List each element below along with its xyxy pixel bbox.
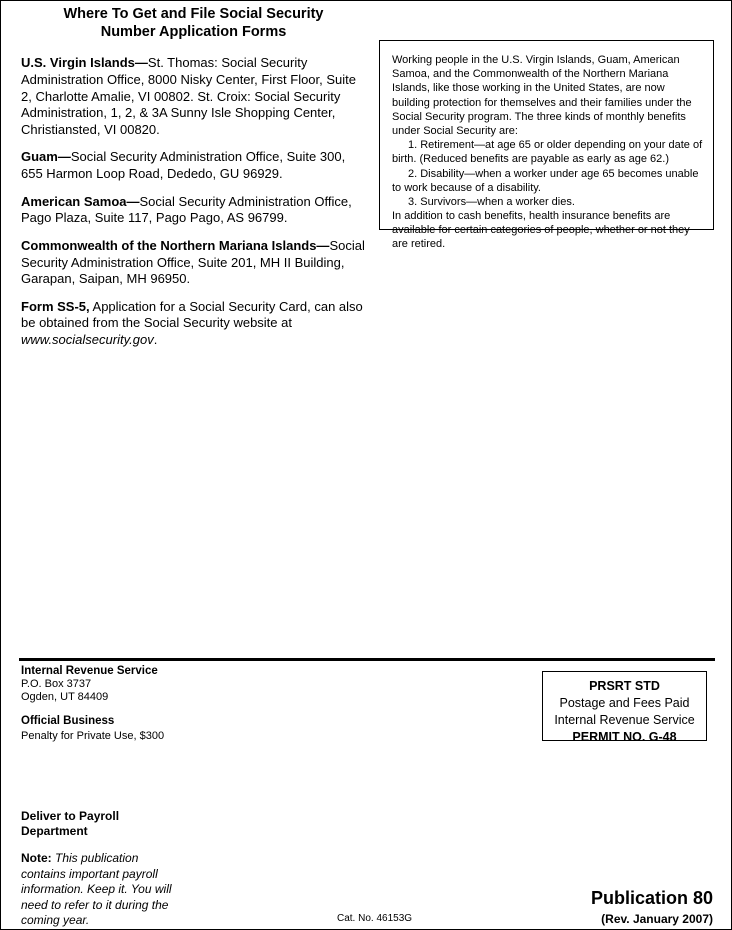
- deliver-line-1: Deliver to Payroll: [21, 809, 120, 823]
- return-address: [21, 664, 351, 705]
- info-box-item-retirement: 1. Retirement—at age 65 or older depending on your date of birth. (Reduced benefits are payable as early as age 62.): [392, 139, 703, 166]
- address-block-american-samoa: [21, 194, 366, 227]
- page-title-line-2: Number Application Forms: [100, 24, 287, 41]
- official-business-penalty: Penalty for Private Use, $300: [21, 729, 165, 742]
- official-business-heading: Official Business: [21, 715, 115, 727]
- form-ss5-text-end: .: [153, 332, 158, 347]
- address-block-virgin-islands: [21, 55, 366, 138]
- permit-line-prsrt-std: PRSRT STD: [589, 679, 660, 693]
- address-block-northern-mariana-islands: [21, 238, 366, 288]
- page-title-line-1: Where To Get and File Social Security: [63, 6, 324, 22]
- info-box-item-survivors: 3. Survivors—when a worker dies.: [408, 195, 575, 208]
- note-text: This publication contains important payroll information. Keep it. You will need to refer to it during the coming year.: [21, 851, 172, 928]
- address-text: Social Security Administration Office, Suite 201, MH II Building, Garapan, Saipan, MH 96950.: [21, 237, 365, 287]
- address-block-guam: [21, 149, 366, 182]
- address-lead: Guam—: [21, 149, 71, 165]
- permit-line-number: PERMIT NO. G-48: [572, 730, 677, 744]
- info-box-intro: Working people in the U.S. Virgin Islands, Guam, American Samoa, and the Commonwealth of the Northern Mariana Islands, like those working in the United States, are now building protection for themselves and their families under the Social Security program. The three kinds of monthly benefits under Social Security are:: [392, 54, 692, 137]
- publication-note: [21, 851, 186, 929]
- address-lead: Commonwealth of the Northern Mariana Islands—: [21, 237, 330, 253]
- deliver-to-payroll: [21, 809, 201, 840]
- publication-revision: (Rev. January 2007): [601, 911, 713, 926]
- form-ss5-text: Application for a Social Security Card, can also be obtained from the Social Security website at: [21, 298, 363, 331]
- social-security-website-link[interactable]: www.socialsecurity.gov: [21, 332, 154, 347]
- info-box-item-disability: 2. Disability—when a worker under age 65 becomes unable to work because of a disability.: [392, 167, 699, 194]
- page-title: [21, 5, 366, 41]
- horizontal-divider: [19, 658, 715, 661]
- permit-line-agency: Internal Revenue Service: [554, 713, 695, 727]
- publication-title: Publication 80: [590, 888, 713, 908]
- form-ss5-lead: Form SS-5,: [21, 298, 90, 314]
- deliver-line-2: Department: [21, 824, 88, 839]
- permit-line-postage: Postage and Fees Paid: [559, 696, 690, 710]
- return-address-agency: Internal Revenue Service: [21, 665, 158, 677]
- catalog-number: Cat. No. 46153G: [337, 913, 413, 924]
- address-lead: U.S. Virgin Islands—: [21, 55, 148, 71]
- return-address-city-state-zip: Ogden, UT 84409: [21, 691, 109, 704]
- official-business-block: [21, 714, 351, 743]
- left-column: [21, 5, 366, 360]
- social-security-info-box: [379, 40, 714, 251]
- info-box-closing: In addition to cash benefits, health insurance benefits are available for certain categories of people, whether or not they are retired.: [392, 210, 690, 251]
- note-lead: Note:: [21, 851, 52, 865]
- publication-block: [591, 889, 713, 926]
- address-text: Social Security Administration Office, Suite 300, 655 Harmon Loop Road, Dededo, GU 96929.: [21, 149, 346, 181]
- address-text: St. Thomas: Social Security Administration Office, 8000 Nisky Center, First Floor, Suite 2, Charlotte Amalie, VI 00802. St. Croix: Social Security Administration, 1, 2, & 3A Sunny Isle Shopping Center, Christiansted, VI 00820.: [21, 55, 357, 137]
- address-lead: American Samoa—: [21, 193, 140, 209]
- postage-permit-box: [542, 671, 707, 744]
- form-ss5-block: [21, 299, 366, 349]
- address-text: Social Security Administration Office, Pago Plaza, Suite 117, Pago Pago, AS 96799.: [21, 193, 352, 226]
- return-address-po-box: P.O. Box 3737: [21, 678, 92, 691]
